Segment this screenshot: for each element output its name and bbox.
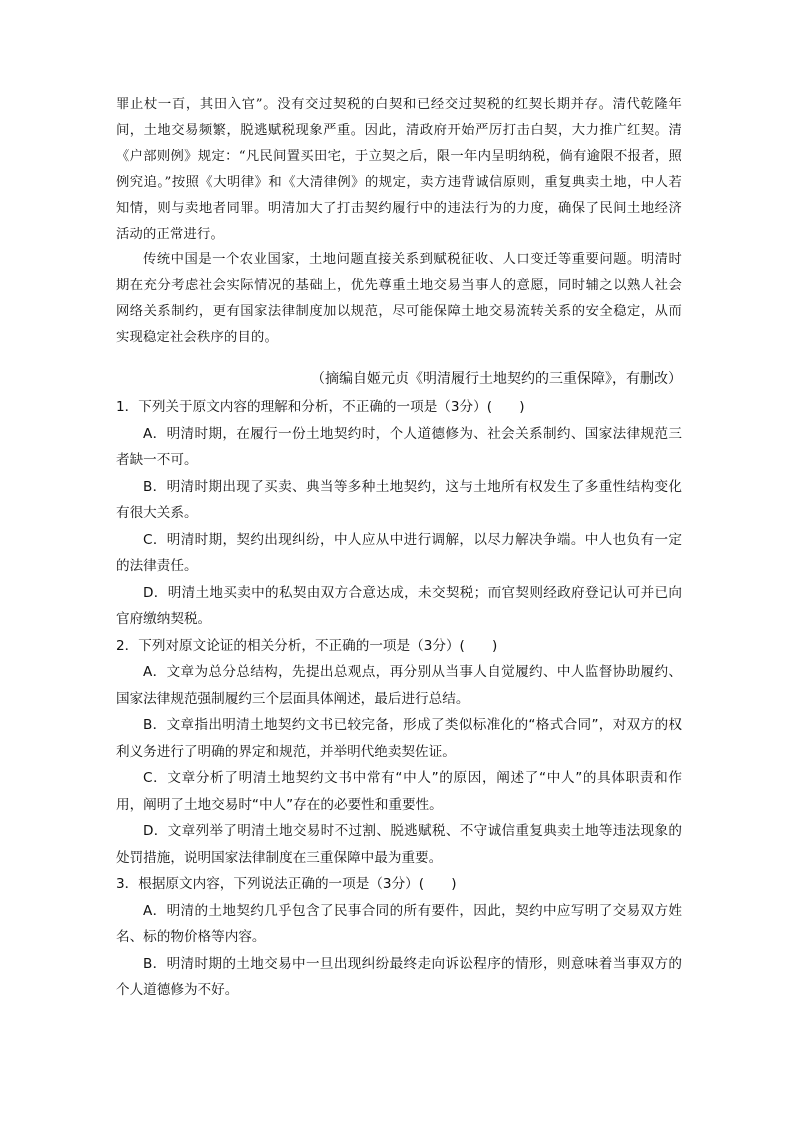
questions-section	[116, 394, 682, 1004]
question-1-option-b: B．明清时期出现了买卖、典当等多种土地契约，这与土地所有权发生了多重性结构变化有很大关系。	[116, 478, 682, 521]
reading-passage	[116, 92, 682, 351]
passage-source: （摘编自姬元贞《明清履行土地契约的三重保障》，有删改）	[311, 371, 682, 387]
question-1-option-c: C．明清时期，契约出现纠纷，中人应从中进行调解，以尽力解决争端。中人也负有一定的法律责任。	[116, 531, 682, 574]
question-3-stem: 3．根据原文内容，下列说法正确的一项是（3分）( )	[116, 876, 457, 892]
question-1-option-a: A．明清时期，在履行一份土地契约时，个人道德修为、社会关系制约、国家法律规范三者缺一不可。	[116, 425, 682, 468]
question-2-option-d: D．文章列举了明清土地交易时不过割、脱逃赋税、不守诚信重复典卖土地等违法现象的处罚措施，说明国家法律制度在三重保障中最为重要。	[116, 823, 682, 866]
question-1-option-d: D．明清土地买卖中的私契由双方合意达成，未交契税；而官契则经政府登记认可并已向官府缴纳契税。	[116, 584, 682, 627]
question-2-option-b: B．文章指出明清土地契约文书已较完备，形成了类似标准化的“格式合同”，对双方的权利义务进行了明确的界定和规范，并举明代绝卖契佐证。	[116, 717, 682, 760]
question-1-stem: 1．下列关于原文内容的理解和分析，不正确的一项是（3分）( )	[116, 399, 525, 415]
question-3-option-a: A．明清的土地契约几乎包含了民事合同的所有要件，因此，契约中应写明了交易双方姓名、标的物价格等内容。	[116, 902, 682, 945]
question-3-option-b: B．明清时期的土地交易中一旦出现纠纷最终走向诉讼程序的情形，则意味着当事双方的个人道德修为不好。	[116, 955, 682, 998]
passage-paragraph-2: 传统中国是一个农业国家，土地问题直接关系到赋税征收、人口变迁等重要问题。明清时期在充分考虑社会实际情况的基础上，优先尊重土地交易当事人的意愿，同时辅之以熟人社会网络关系制约，更有国家法律制度加以规范，尽可能保障土地交易流转关系的安全稳定，从而实现稳定社会秩序的目的。	[116, 252, 682, 346]
question-2-stem: 2．下列对原文论证的相关分析，不正确的一项是（3分）( )	[116, 637, 498, 654]
passage-paragraph-1: 罪止杖一百，其田入官”。没有交过契税的白契和已经交过契税的红契长期并存。清代乾隆年间，土地交易频繁，脱逃赋税现象严重。因此，清政府开始严厉打击白契，大力推广红契。清《户部则例》规定：“凡民间置买田宅，于立契之后，限一年内呈明纳税，倘有逾限不报者，照例究追。”按照《大明律》和《大清律例》的规定，卖方违背诚信原则，重复典卖土地，中人若知情，则与卖地者同罪。明清加大了打击契约履行中的违法行为的力度，确保了民间土地经济活动的正常进行。	[116, 97, 682, 242]
question-2-option-a: A．文章为总分总结构，先提出总观点，再分别从当事人自觉履约、中人监督协助履约、国家法律规范强制履约三个层面具体阐述，最后进行总结。	[116, 664, 682, 707]
question-2-option-c: C．文章分析了明清土地契约文书中常有“中人”的原因，阐述了“中人”的具体职责和作用，阐明了土地交易时“中人”存在的必要性和重要性。	[116, 770, 682, 813]
